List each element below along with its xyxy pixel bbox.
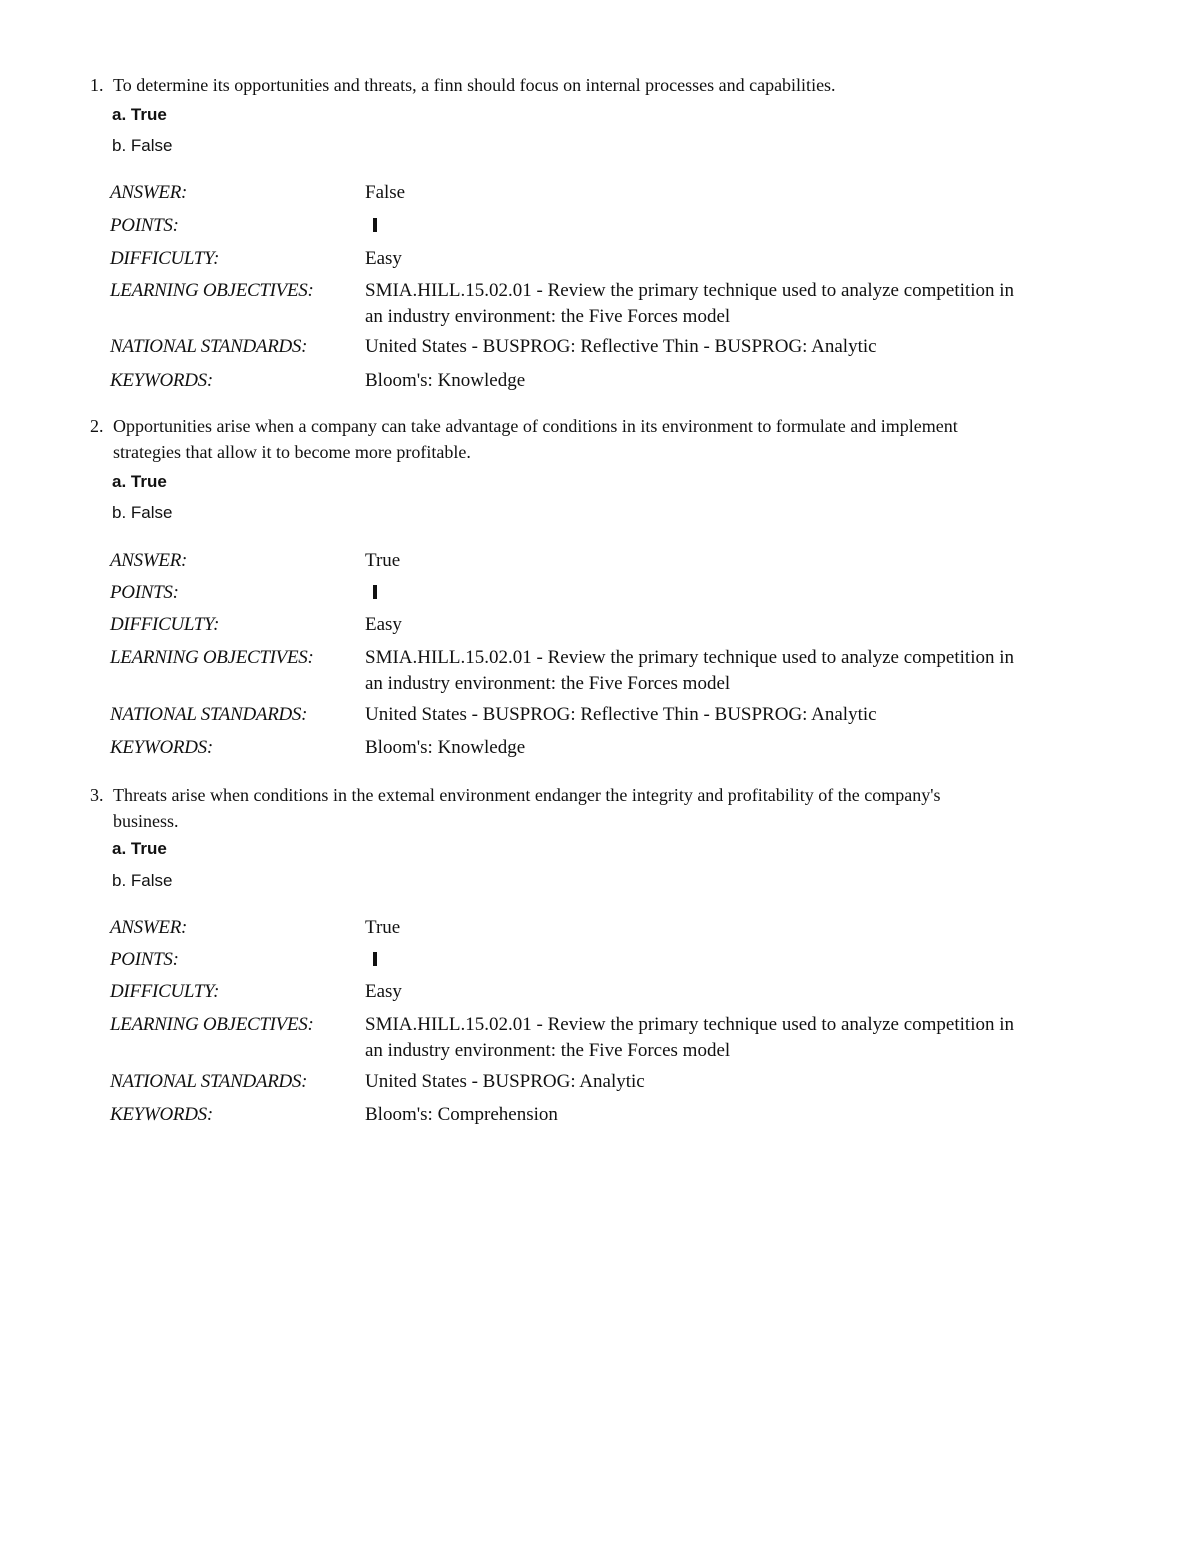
points-mark [373,585,377,599]
option-false: b. False [112,871,173,890]
standards-value: United States - BUSPROG: Reflective Thin - BUSPROG: Analytic [365,704,877,725]
question-text-line-1: Threats arise when conditions in the extemal environment endanger the integrity and profitability of the company's [113,785,941,805]
difficulty-value: Easy [365,248,402,269]
keywords-label: KEYWORDS: [110,737,213,758]
difficulty-label: DIFFICULTY: [110,248,220,269]
difficulty-value: Easy [365,981,402,1002]
standards-value: United States - BUSPROG: Analytic [365,1071,645,1092]
objectives-line-2: an industry environment: the Five Forces model [365,306,731,327]
objectives-line-1: SMIA.HILL.15.02.01 - Review the primary technique used to analyze competition in [365,1014,1015,1035]
objectives-label: LEARNING OBJECTIVES: [110,1014,314,1035]
objectives-label: LEARNING OBJECTIVES: [110,647,314,668]
standards-label: NATIONAL STANDARDS: [110,1071,308,1092]
option-true: a. True [112,105,167,124]
answer-value: True [365,917,401,938]
option-true: a. True [112,472,167,491]
question-text [113,782,1120,834]
difficulty-label: DIFFICULTY: [110,614,220,635]
question-stem [90,782,1120,834]
answer-value: False [365,182,406,203]
objectives-value [365,1012,1115,1064]
objectives-line-1: SMIA.HILL.15.02.01 - Review the primary technique used to analyze competition in [365,280,1015,301]
points-value [365,213,1115,239]
standards-value: United States - BUSPROG: Reflective Thin - BUSPROG: Analytic [365,336,877,357]
points-value [365,580,1115,606]
keywords-value: Bloom's: Comprehension [365,1104,558,1125]
points-label: POINTS: [110,582,179,603]
keywords-value: Bloom's: Knowledge [365,370,526,391]
question-text [113,413,1120,465]
question-text-line-2: strategies that allow it to become more profitable. [113,442,471,462]
objectives-line-2: an industry environment: the Five Forces model [365,673,731,694]
question-text: To determine its opportunities and threats, a finn should focus on internal processes and capabilities. [113,75,836,95]
standards-label: NATIONAL STANDARDS: [110,336,308,357]
question-text-line-2: business. [113,811,179,831]
question-stem [90,413,1120,465]
points-mark [373,952,377,966]
question-number: 2. [90,416,104,436]
answer-value: True [365,550,401,571]
points-label: POINTS: [110,215,179,236]
keywords-value: Bloom's: Knowledge [365,737,526,758]
difficulty-label: DIFFICULTY: [110,981,220,1002]
standards-label: NATIONAL STANDARDS: [110,704,308,725]
answer-label: ANSWER: [110,550,188,571]
objectives-value [365,645,1115,697]
question-number: 1. [90,75,104,95]
question-stem [90,72,1120,98]
keywords-label: KEYWORDS: [110,370,213,391]
keywords-label: KEYWORDS: [110,1104,213,1125]
points-value [365,947,1115,973]
objectives-line-1: SMIA.HILL.15.02.01 - Review the primary technique used to analyze competition in [365,647,1015,668]
option-true: a. True [112,839,167,858]
question-number: 3. [90,785,104,805]
objectives-value [365,278,1115,330]
objectives-label: LEARNING OBJECTIVES: [110,280,314,301]
objectives-line-2: an industry environment: the Five Forces model [365,1040,731,1061]
option-false: b. False [112,503,173,522]
question-text-line-1: Opportunities arise when a company can take advantage of conditions in its environment to formulate and implement [113,416,958,436]
option-false: b. False [112,136,173,155]
answer-label: ANSWER: [110,182,188,203]
points-mark [373,218,377,232]
points-label: POINTS: [110,949,179,970]
difficulty-value: Easy [365,614,402,635]
answer-label: ANSWER: [110,917,188,938]
